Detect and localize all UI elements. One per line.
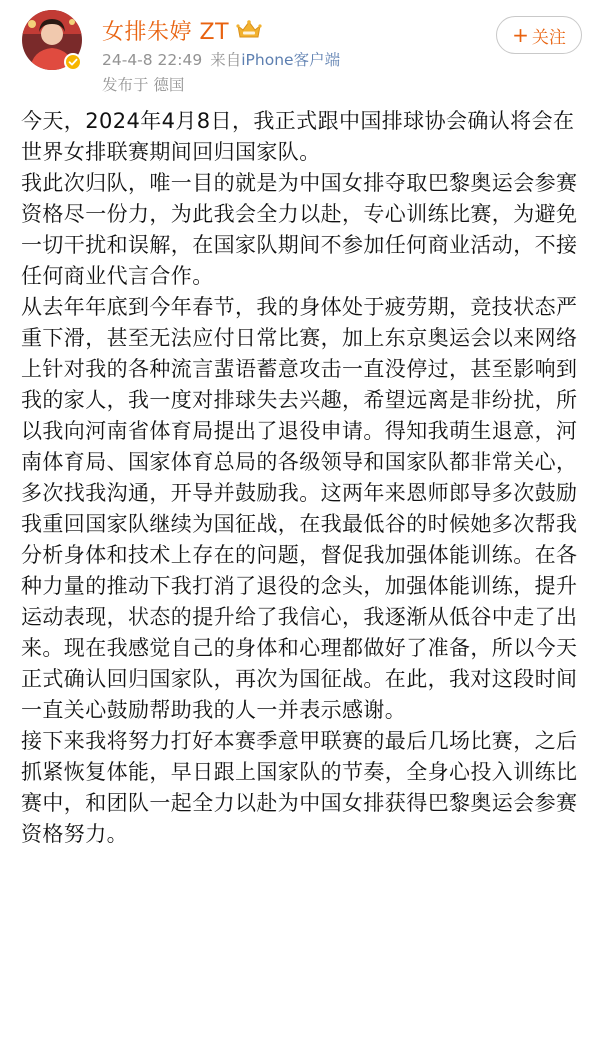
vip-crown-icon [235, 19, 263, 41]
source-prefix: 来自 [210, 51, 242, 69]
post-location: 发布于 德国 [102, 76, 185, 94]
verified-badge-icon [64, 53, 82, 71]
username[interactable]: 女排朱婷 ZT [102, 19, 230, 45]
paragraph-1: 今天，2024年4月8日，我正式跟中国排球协会确认将会在世界女排联赛期间回归国家队。 [21, 109, 575, 164]
paragraph-3: 从去年年底到今年春节，我的身体处于疲劳期，竞技状态严重下滑，甚至无法应付日常比赛，加上东京奥运会以来网络上针对我的各种流言蜚语蓄意攻击一直没停过，甚至影响到我的家人，我一度对排球失去兴趣，希望远离是非纷扰，所以我向河南省体育局提出了退役申请。得知我萌生退意，河南体育局、国家体育总局的各级领导和国家队都非常关心，多次找我沟通，开导并鼓励我。这两年来恩师郎导多次鼓励我重回国家队继续为国征战，在我最低谷的时候她多次帮我分析身体和技术上存在的问题，督促我加强体能训练。在各种力量的推动下我打消了退役的念头，加强体能训练，提升运动表现，状态的提升给了我信心，我逐渐从低谷中走了出来。现在我感觉自己的身体和心理都做好了准备，所以今天正式确认回归国家队，再次为国征战。在此，我对这段时间一直关心鼓励帮助我的人一并表示感谢。 [21, 295, 578, 722]
follow-button[interactable] [496, 16, 582, 54]
post-meta [102, 48, 340, 70]
paragraph-4: 接下来我将努力打好本赛季意甲联赛的最后几场比赛，之后抓紧恢复体能，早日跟上国家队的节奏，全身心投入训练比赛中，和团队一起全力以赴为中国女排获得巴黎奥运会参赛资格努力。 [21, 729, 578, 846]
username-row [102, 14, 263, 46]
post-header [0, 0, 600, 100]
follow-label: 关注 [531, 27, 566, 48]
post-date: 24-4-8 22:49 [102, 51, 203, 69]
plus-icon: + [512, 23, 529, 47]
paragraph-2: 我此次归队，唯一目的就是为中国女排夺取巴黎奥运会参赛资格尽一份力，为此我会全力以赴，专心训练比赛，为避免一切干扰和误解，在国家队期间不参加任何商业活动，不接任何商业代言合作。 [21, 171, 578, 288]
post-content [21, 106, 587, 850]
source-client[interactable]: iPhone客户端 [241, 51, 341, 69]
